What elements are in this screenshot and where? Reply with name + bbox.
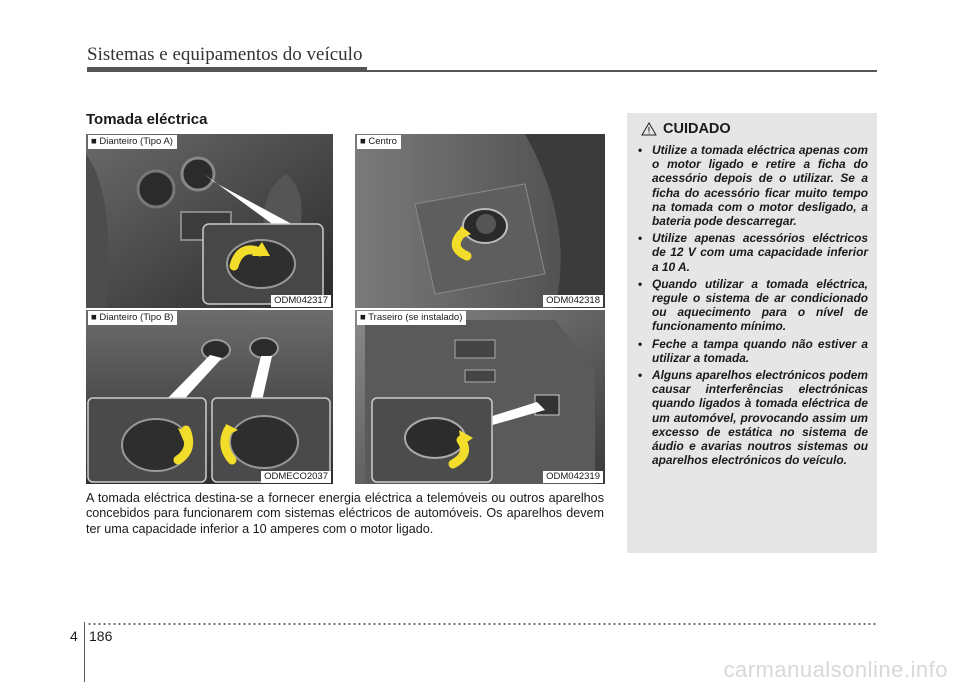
caution-item: • Utilize a tomada eléctrica apenas com o motor ligado e retire a ficha do acessório depois de o utilizar. Se a ficha do acessório ficar muito tempo na tomada com o motor desligado, a bateria pode descarregar. (636, 143, 868, 228)
watermark: carmanualsonline.info (723, 657, 948, 682)
caution-list (636, 143, 868, 470)
footer-divider (84, 622, 85, 682)
warning-triangle-icon (641, 122, 657, 136)
figure-label: ■ Traseiro (se instalado) (357, 311, 466, 325)
figure-code: ODMECO2037 (261, 471, 331, 483)
caution-title: CUIDADO (663, 121, 731, 137)
caution-item: • Utilize apenas acessórios eléctricos de 12 V com uma capacidade inferior a 10 A. (636, 231, 868, 274)
caution-header (641, 121, 731, 137)
front-twin-socket-illustration (86, 310, 333, 484)
caution-item: • Feche a tampa quando não estiver a utilizar a tomada. (636, 337, 868, 365)
header-title: Sistemas e equipamentos do veículo (87, 44, 363, 65)
footer-dotted-rule (87, 623, 877, 625)
rear-cargo-socket-illustration (355, 310, 605, 484)
figure-front-type-b (86, 310, 333, 484)
header-rule (87, 70, 877, 72)
center-socket-illustration (355, 134, 605, 308)
section-title: Tomada eléctrica (86, 111, 208, 128)
figure-label: ■ Centro (357, 135, 401, 149)
front-console-illustration (86, 134, 333, 308)
caution-item: • Alguns aparelhos electrónicos podem causar interferências electrónicas quando ligados à tomada eléctrica de um automóvel, provocando assim um excesso de estática no sistema de áudio e avarias noutros sistemas ou aparelhos electrónicos do veículo. (636, 368, 868, 467)
chapter-number: 4 (70, 628, 78, 644)
body-paragraph: A tomada eléctrica destina-se a fornecer energia eléctrica a telemóveis ou outros aparelhos concebidos para funcionarem com sistemas eléctricos de automóveis. Os aparelhos devem ter uma capacidade inferior a 10 amperes com o motor ligado. (86, 491, 604, 536)
page-number: 186 (89, 628, 113, 644)
figure-rear (355, 310, 605, 484)
figure-code: ODM042317 (271, 295, 331, 307)
caution-box (627, 113, 877, 553)
figure-front-type-a (86, 134, 333, 308)
figure-code: ODM042318 (543, 295, 603, 307)
figure-label: ■ Dianteiro (Tipo A) (88, 135, 177, 149)
figure-code: ODM042319 (543, 471, 603, 483)
figure-label: ■ Dianteiro (Tipo B) (88, 311, 177, 325)
caution-item: • Quando utilizar a tomada eléctrica, regule o sistema de ar condicionado ou aquecimento para o nível de funcionamento mínimo. (636, 277, 868, 334)
figure-center (355, 134, 605, 308)
